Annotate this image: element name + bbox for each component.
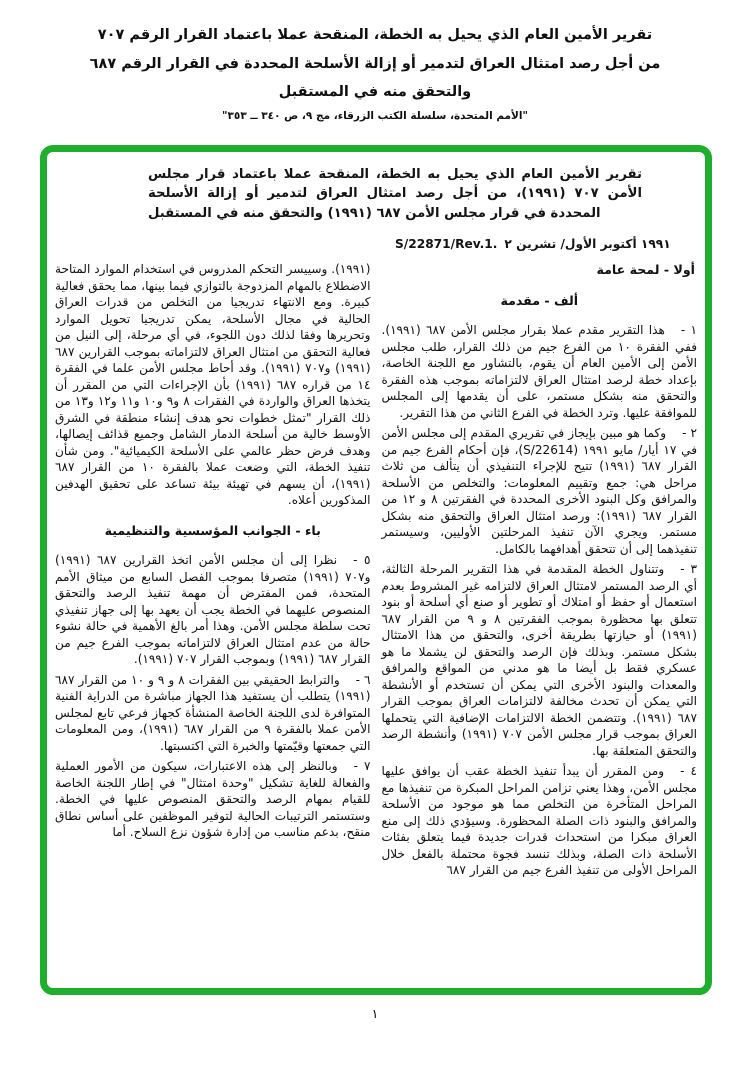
paragraph-number: ٥ - [353, 553, 371, 567]
paragraph-5 [55, 552, 371, 668]
paragraph-number: ٢ - [682, 426, 697, 440]
paragraph-text: هذا التقرير مقدم عملا بقرار مجلس الأمن ٦٨٧ (١٩٩١). ففي الفقرة ١٠ من الفرع جيم من ذلك القرار، طلب مجلس الأمن إلى الأمين العام أن يقوم، بالتشاور مع اللجنة الخاصة، بإعداد خطة لرصد امتثال العراق لالتزاماته بموجب هذه الفقرة والتحقق منه بشكل مستمر، على أن يقدمها إلى المجلس للموافقة عليها. وترد الخطة في الفرع الثاني من هذا التقرير. [381, 323, 697, 420]
paragraph-number: ٧ - [353, 759, 371, 773]
header-title-line-1: تقرير الأمين العام الذي يحيل به الخطة، المنقحة عملا باعتماد القرار الرقم ٧٠٧ [97, 27, 653, 43]
paragraph-number: ٦ - [355, 672, 371, 687]
paragraph-number: ١ - [680, 323, 697, 337]
header-title-line-3: والتحقق منه في المستقبل [278, 84, 472, 100]
page-header [0, 0, 750, 122]
paragraph-text: ومن المقرر أن يبدأ تنفيذ الخطة عقب أن يوافق عليها مجلس الأمن، وهذا يعني تزامن المراحل المبكرة من تنفيذها مع المراحل المتأخرة من التخلص مما هو موجود من الأسلحة والمرافق والبنود ذات الصلة المحظورة. وسيؤدي ذلك إلى منع العراق مبكرا من استحداث قدرات جديدة فيما يتعلق بفئات الأسلحة ذات الصلة، وبذلك تنسد فجوة محتملة بالفعل خلال المراحل الأولى من تنفيذ الفرع جيم من القرار ٦٨٧ [381, 764, 697, 877]
paragraph-text: وتتناول الخطة المقدمة في هذا التقرير المرحلة الثالثة، أي الرصد المستمر لامتثال العراق لالتزامه غير المشروط بعدم استعمال أو حفظ أو امتلاك أو تطوير أو صنع أي أسلحة أو بنود تتعلق بها محظورة بموجب الفقرتين ٨ و ٩ من القرار ٦٨٧ (١٩٩١) أو حيازتها بطريقة أخرى، والتحقق من هذا الامتثال بشكل مستمر. وبذلك فإن الرصد والتحقق لن يشملا ما هو عسكري فقط بل أيضا ما هو مدني من المواقع والمرافق والمعدات والبنود الأخرى التي يمكن أن تستخدم أو الأنشطة التي يمكن أن تحدث مخالفة لالتزامات العراق بموجب القرار ٦٨٧ (١٩٩١). وتتضمن الخطة الالتزامات الإضافية التي يتحملها العراق بموجب قرار مجلس الأمن ٧٠٧ (١٩٩١) وأنشطة الرصد والتحقق المتعلقة بها. [381, 562, 697, 758]
header-title-line-2: من أجل رصد امتثال العراق لتدمير أو إزالة الأسلحة المحددة في القرار الرقم ٦٨٧ [89, 55, 661, 72]
page-number: ١ [371, 1005, 379, 1021]
paragraph-text: وكما هو مبين بإيجاز في تقريري المقدم إلى مجلس الأمن في ١٧ أيار/ مايو ١٩٩١ (S/22614)، فإن أحكام الفرع جيم من القرار ٦٨٧ (١٩٩١) تتيح للإجراء التنفيذي أن يتألف من ثلاث مراحل هي: جمع وتقييم المعلومات: والتخلص من الأسلحة والمرافق وكل البنود الأخرى المحددة في الفقرتين ٨ و ١٢ من القرار ٦٨٧ (١٩٩١): ورصد امتثال العراق والتحقق منه بشكل مستمر. ويجري الآن تنفيذ المرحلتين الأوليين، وسيستمر تنفيذهما إلى أن تتحقق أهدافهما بالكامل. [381, 426, 698, 556]
paragraph-number: ٤ - [680, 764, 697, 778]
paragraph-number: ٣ - [680, 562, 697, 576]
document-title: تقرير الأمين العام الذي يحيل به الخطة، المنقحة عملا باعتماد قرار مجلس الأمن ٧٠٧ (١٩٩١)، من أجل رصد امتثال العراق لتدمير أو إزالة الأسلحة المحددة في قرار مجلس الأمن ٦٨٧ (١٩٩١) والتحقق منه في المستقبل [148, 166, 642, 221]
paragraph-7 [55, 758, 371, 841]
paragraph-3 [382, 561, 698, 759]
paragraph-6 [55, 672, 371, 755]
column-left [55, 261, 371, 883]
paragraph-4-continuation: (١٩٩١). وسييسر التحكم المدروس في استخدام الموارد المتاحة الاضطلاع بالمهام المزدوجة بالتوازي فيما بينها، مما يحقق فعالية كبيرة. ومع الانتهاء تدريجيا من التخلص من قدرات العراق الحالية في مجال الأسلحة، يمكن تدريجيا تحويل الموارد وتحريرها وفقا لذلك دون اللجوء، في أي مرحلة، إلى النيل من فعالية التحقق من امتثال العراق لالتزاماته بموجب القرارين ٦٨٧ (١٩٩١) و٧٠٧ (١٩٩١). وقد أحاط مجلس الأمن علما في الفقرة ١٤ من قراره ٦٨٧ (١٩٩١) بأن الإجراءات التي من المقرر أن يتخذها العراق والواردة في الفقرات ٨ و٩ و١٠ و١١ و١٢ و١٣ من ذلك القرار "تمثل خطوات نحو هدف إنشاء منطقة في الشرق الأوسط خالية من أسلحة الدمار الشامل وجميع قذائف إيصالها، وهدف فرض حظر عالمي على الأسلحة الكيميائية". ومن شأن تنفيذ الخطة، التي وضعت عملا بالفقرة ١٠ من القرار ٦٨٧ (١٩٩١)، أن يسهم في تهيئة بيئة تساعد على تحقيق الهدفين المذكورين أعلاه. [55, 262, 371, 507]
paragraph-4 [382, 763, 698, 879]
paragraph-text: نظرا إلى أن مجلس الأمن اتخذ القرارين ٦٨٧ (١٩٩١) و٧٠٧ (١٩٩١) متصرفا بموجب الفصل السابع من ميثاق الأمم المتحدة، فمن المفترض أن مهمة تنفيذ الرصد والتحقق المنصوص عليهما في الخطة يجب أن يعهد بها إلى جهاز تنفيذي تحت سلطة مجلس الأمن. وهذا أمر بالغ الأهمية في حالة نشوء حالة من عدم امتثال العراق لالتزاماته بموجب الفرع جيم من القرار ٦٨٧ (١٩٩١) وبموجب القرار ٧٠٧ (١٩٩١). [55, 553, 371, 666]
document-frame [40, 145, 712, 995]
paragraph-text: وبالنظر إلى هذه الاعتبارات، سيكون من الأمور العملية والفعالة للغاية تشكيل "وحدة امتثال" في إطار اللجنة الخاصة للقيام بمهام الرصد والتحقق المنصوص عليها في الخطة. وستستمر الترتيبات الحالية لتوفير الموظفين على أساس نطاق منقح، بدعم مناسب من إدارة شؤون نزع السلاح. أما [55, 759, 371, 839]
column-right [382, 261, 698, 883]
subsection-heading-introduction: ألف - مقدمة [500, 292, 579, 308]
two-column-body [55, 261, 697, 883]
document-symbol: S/22871/Rev.1. [395, 237, 498, 251]
document-symbol-line [395, 237, 697, 251]
source-note: "الأمم المتحدة، سلسلة الكتب الزرقاء، مج ٩، ص ٣٤٠ ــ ٣٥٣" [222, 109, 528, 122]
paragraph-1 [382, 322, 698, 421]
subsection-heading-institutional-aspects: باء - الجوانب المؤسسية والتنظيمية [104, 522, 321, 538]
paragraph-text: والترابط الحقيقي بين الفقرات ٨ و ٩ و ١٠ من القرار ٦٨٧ (١٩٩١) يتطلب أن يستفيد هذا الجهاز مباشرة من الدراية الفنية المتوافرة لدى اللجنة الخاصة المنشأة كجهاز فرعي تابع لمجلس الأمن عملا بالفقرة ٩ من القرار ٦٨٧ (١٩٩١)، ومن المعلومات التي جمعتها وقيّمتها والخبرة التي اكتسبتها. [55, 672, 371, 753]
document-date: ٢ تشرين الأول/ أكتوبر ١٩٩١ [504, 237, 671, 251]
section-heading-general-overview: أولا - لمحة عامة [596, 262, 695, 277]
paragraph-2 [382, 425, 698, 557]
